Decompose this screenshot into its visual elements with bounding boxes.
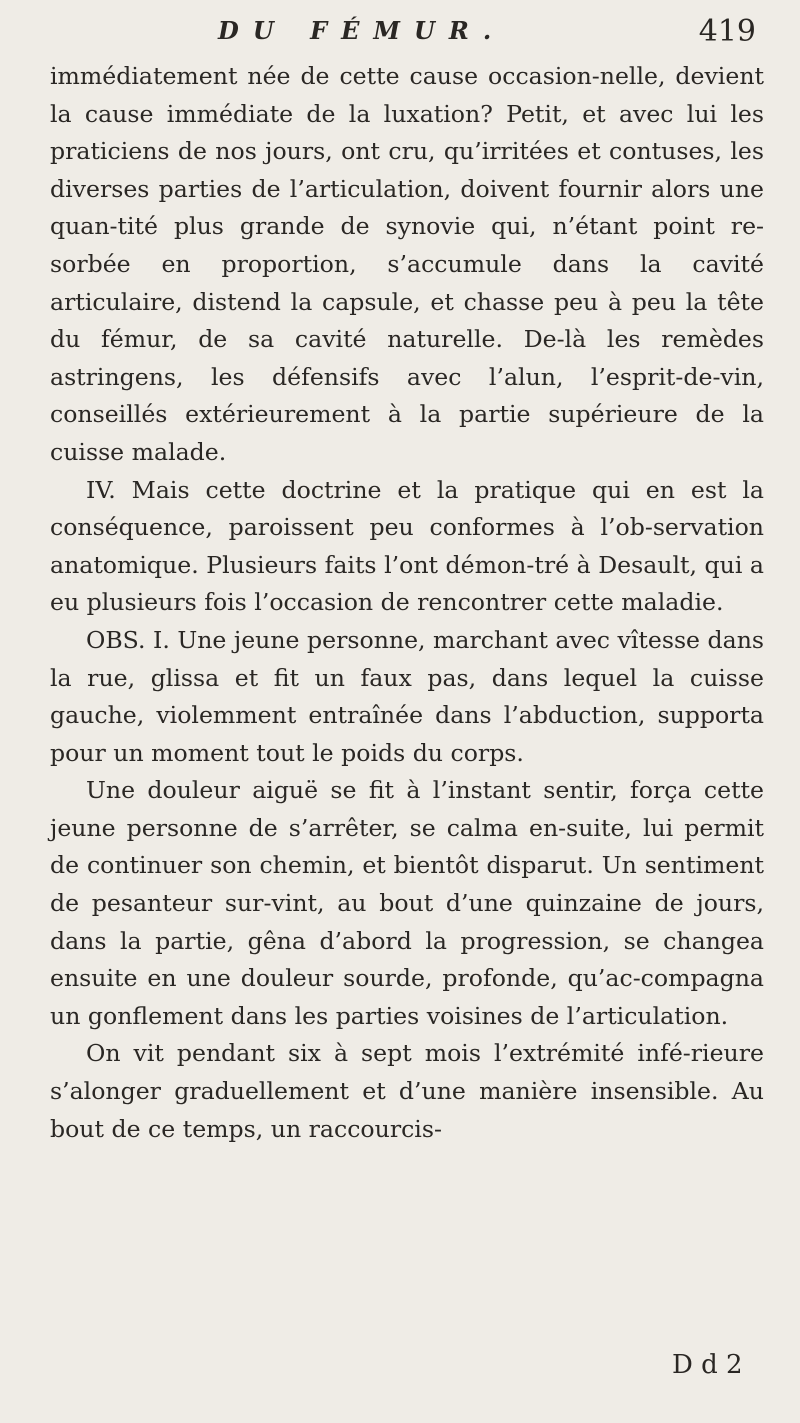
signature-mark: D d 2 bbox=[672, 1350, 743, 1380]
body-text bbox=[50, 58, 764, 1148]
paragraph-doctrine: IV. Mais cette doctrine et la pratique qui en est la conséquence, paroissent peu conformes à l’ob-servation anatomique. Plusieurs faits l’ont démon-tré à Desault, qui a eu plusieurs fois l’occasion de rencontrer cette maladie. bbox=[50, 475, 764, 617]
paragraph-elongation: On vit pendant six à sept mois l’extrémité infé-rieure s’alonger graduellement et d’une manière insensible. Au bout de ce temps, un raccourcis- bbox=[50, 1039, 764, 1143]
paragraph-pain: Une douleur aiguë se fit à l’instant sentir, força cette jeune personne de s’arrêter, se calma en-suite, lui permit de continuer son chemin, et bientôt disparut. Un sentiment de pesanteur sur-vint, au bout d’une quinzaine de jours, dans la partie, gêna d’abord la progression, se changea ensuite en une douleur sourde, profonde, qu’ac-compagna un gonflement dans les parties voisines de l’articulation. bbox=[50, 776, 764, 1030]
page-number: 419 bbox=[698, 14, 756, 49]
running-title: DU FÉMUR. bbox=[218, 16, 506, 45]
paragraph-luxation-cause: immédiatement née de cette cause occasion-nelle, devient la cause immédiate de la luxation? Petit, et avec lui les praticiens de nos jours, ont cru, qu’irritées et contuses, les diverses parties de l’articulation, doivent fournir alors une quan-tité plus grande de synovie qui, n’étant point re-sorbée en proportion, s’accumule dans la cavité articulaire, distend la capsule, et chasse peu à peu la tête du fémur, de sa cavité naturelle. De-là les remèdes astringens, les défensifs avec l’alun, l’esprit-de-vin, conseillés extérieurement à la partie supérieure de la cuisse malade. bbox=[50, 62, 764, 466]
paragraph-observation-1: OBS. I. Une jeune personne, marchant avec vîtesse dans la rue, glissa et fit un faux pas, dans lequel la cuisse gauche, violemment entraînée dans l’abduction, supporta pour un moment tout le poids du corps. bbox=[50, 625, 764, 767]
